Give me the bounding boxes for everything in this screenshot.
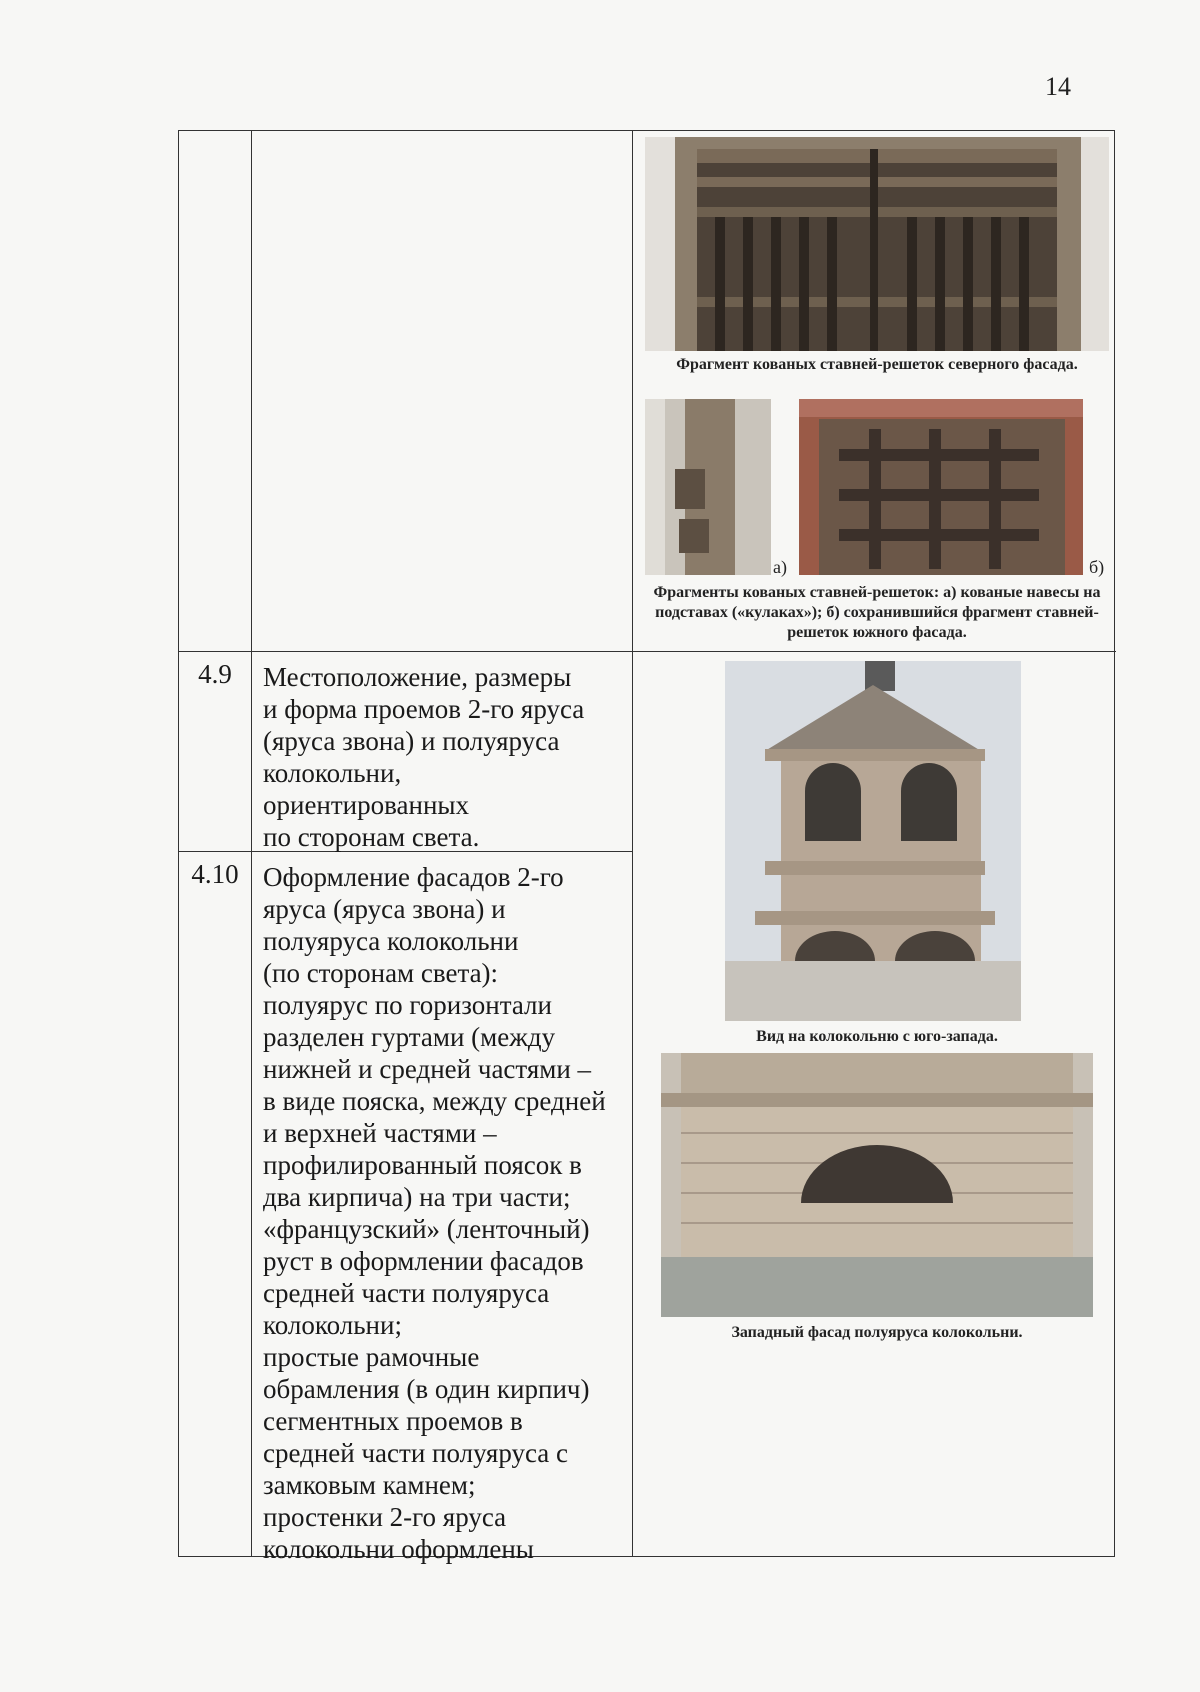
- caption-north-shutters: Фрагмент кованых ставней-решеток северного фасада.: [676, 356, 1078, 373]
- photo-west-facade: [661, 1053, 1093, 1317]
- row-number-4-9: 4.9: [198, 659, 232, 689]
- caption-west-facade: Западный фасад полуяруса колокольни.: [731, 1324, 1023, 1341]
- specification-table: [178, 130, 1115, 1564]
- caption-hinges-fragments: Фрагменты кованых ставней-решеток: а) кованые навесы на подставах («кулаках»); б) сохранившийся фрагмент ставней-решеток южного фасада.: [653, 584, 1101, 641]
- column-divider-1: [251, 131, 252, 1556]
- row-description-4-10: Оформление фасадов 2-го яруса (яруса звона) и полуяруса колокольни (по сторонам света): полуярус по горизонтали разделен гуртами (между нижней и средней частями – в виде пояска, между средней и верхней частями – профилированный поясок в два кирпича) на три части; «французский» (ленточный) руст в оформлении фасадов средней части полуяруса колокольни; простые рамочные обрамления (в один кирпич) сегментных проемов в средней части полуяруса с замковым камнем; простенки 2-го яруса колокольни оформлены: [263, 862, 606, 1564]
- photo-bell-tower-southwest: [725, 661, 1021, 1021]
- label-b: б): [1089, 557, 1105, 577]
- row-number-4-10: 4.10: [191, 859, 239, 889]
- row-divider-1: [179, 651, 1116, 652]
- label-a: а): [773, 557, 787, 577]
- photo-south-shutters: [799, 399, 1083, 575]
- photo-hinges: [645, 399, 771, 575]
- row-description-4-9: Местоположение, размеры и форма проемов 2-го яруса (яруса звона) и полуяруса колокольни, ориентированных по сторонам света.: [263, 662, 585, 852]
- caption-bell-tower-southwest: Вид на колокольню с юго-запада.: [756, 1028, 998, 1045]
- page-number: 14: [1045, 72, 1071, 101]
- photo-north-shutters: [645, 137, 1109, 351]
